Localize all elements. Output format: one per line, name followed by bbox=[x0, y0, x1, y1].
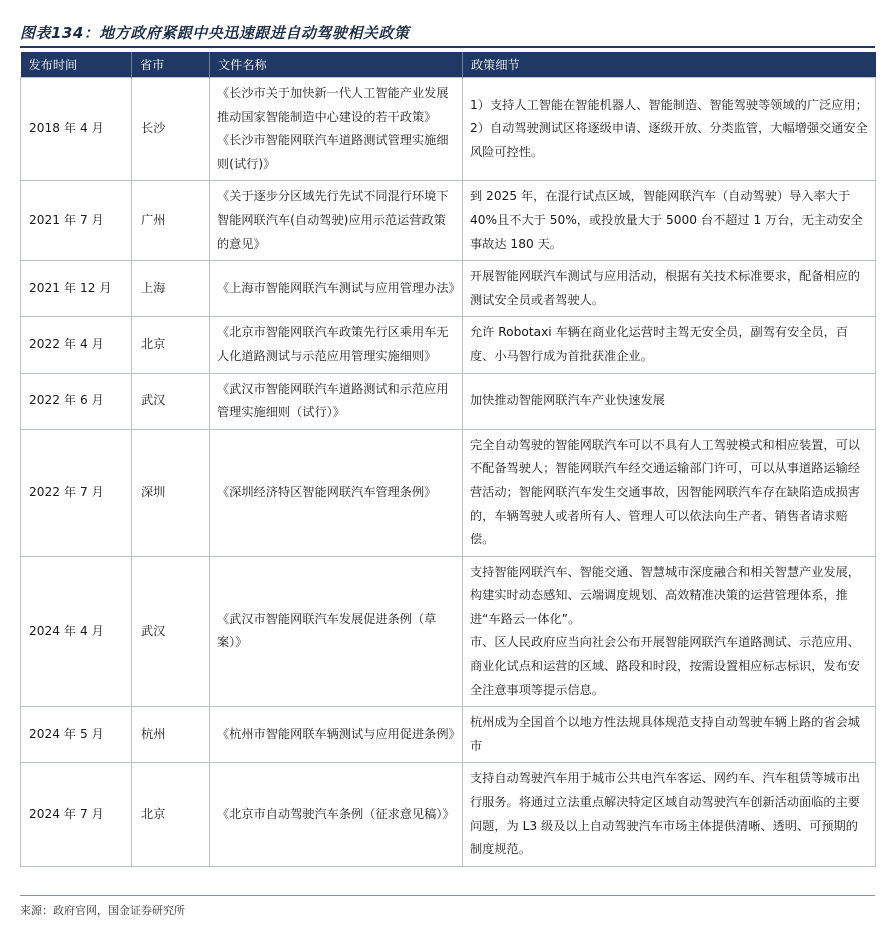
table-row bbox=[21, 373, 876, 429]
cell-city: 杭州 bbox=[132, 707, 210, 763]
table-row bbox=[21, 556, 876, 707]
document-title: 《杭州市智能网联车辆测试与应用促进条例》 bbox=[217, 727, 461, 742]
cell-document-name bbox=[210, 429, 463, 556]
policy-detail-paragraph: 支持自动驾驶汽车用于城市公共电汽车客运、网约车、汽车租赁等城市出行服务。将通过立法重点解决特定区域自动驾驶汽车创新活动面临的主要问题，为 L3 级及以上自动驾驶汽车市场主体提供清晰、透明、可预期的制度规范。 bbox=[470, 771, 860, 857]
document-title: 《北京市智能网联汽车政策先行区乘用车无人化道路测试与示范应用管理实施细则》 bbox=[217, 325, 449, 363]
policy-detail-paragraph: 市、区人民政府应当向社会公布开展智能网联汽车道路测试、示范应用、商业化试点和运营的区域、路段和时段，按需设置相应标志标识，发布安全注意事项等提示信息。 bbox=[470, 635, 860, 697]
table-row bbox=[21, 78, 876, 181]
document-title: 《关于逐步分区域先行先试不同混行环境下智能网联汽车(自动驾驶)应用示范运营政策的意见》 bbox=[217, 189, 449, 251]
cell-city: 武汉 bbox=[132, 373, 210, 429]
table-row bbox=[21, 429, 876, 556]
table-row bbox=[21, 707, 876, 763]
cell-policy-details bbox=[463, 373, 876, 429]
table-row bbox=[21, 181, 876, 261]
cell-release-date: 2024 年 4 月 bbox=[21, 556, 132, 707]
cell-document-name bbox=[210, 707, 463, 763]
table-row bbox=[21, 317, 876, 373]
header-province-city: 省市 bbox=[132, 52, 210, 78]
cell-release-date: 2022 年 4 月 bbox=[21, 317, 132, 373]
policy-detail-paragraph: 到 2025 年，在混行试点区域，智能网联汽车（自动驾驶）导入率大于 40%且不大于 50%，或投放量大于 5000 台不超过 1 万台，无主动安全事故达 180 天。 bbox=[470, 189, 863, 251]
cell-document-name bbox=[210, 261, 463, 317]
cell-policy-details bbox=[463, 78, 876, 181]
cell-policy-details bbox=[463, 261, 876, 317]
policy-detail-paragraph: 加快推动智能网联汽车产业快速发展 bbox=[470, 393, 665, 408]
header-release-date: 发布时间 bbox=[21, 52, 132, 78]
table-body bbox=[21, 78, 876, 867]
table-header-row bbox=[21, 52, 876, 78]
source-note: 来源：政府官网，国金证券研究所 bbox=[20, 904, 185, 917]
policy-table bbox=[20, 52, 876, 867]
document-title: 《深圳经济特区智能网联汽车管理条例》 bbox=[217, 484, 437, 499]
cell-release-date: 2024 年 5 月 bbox=[21, 707, 132, 763]
cell-document-name bbox=[210, 181, 463, 261]
cell-city: 上海 bbox=[132, 261, 210, 317]
cell-document-name bbox=[210, 78, 463, 181]
policy-detail-paragraph: 允许 Robotaxi 车辆在商业化运营时主驾无安全员，副驾有安全员，百度、小马智行成为首批获准企业。 bbox=[470, 325, 849, 363]
document-title: 《武汉市智能网联汽车发展促进条例（草案）》 bbox=[217, 611, 437, 650]
cell-policy-details bbox=[463, 181, 876, 261]
document-title: 《上海市智能网联汽车测试与应用管理办法》 bbox=[217, 280, 461, 295]
table-row bbox=[21, 261, 876, 317]
header-document-name: 文件名称 bbox=[210, 52, 463, 78]
header-policy-details: 政策细节 bbox=[463, 52, 876, 78]
cell-document-name bbox=[210, 373, 463, 429]
cell-release-date: 2024 年 7 月 bbox=[21, 763, 132, 866]
document-title: 《北京市自动驾驶汽车条例（征求意见稿）》 bbox=[217, 806, 455, 821]
title-divider bbox=[20, 46, 875, 48]
cell-city: 深圳 bbox=[132, 429, 210, 556]
policy-detail-paragraph: 开展智能网联汽车测试与应用活动，根据有关技术标准要求，配备相应的测试安全员或者驾驶人。 bbox=[470, 269, 860, 307]
policy-detail-paragraph: 完全自动驾驶的智能网联汽车可以不具有人工驾驶模式和相应装置，可以不配备驾驶人；智能网联汽车经交通运输部门许可，可以从事道路运输经营活动；智能网联汽车发生交通事故，因智能网联汽车存在缺陷造成损害的，车辆驾驶人或者所有人、管理人可以依法向生产者、销售者请求赔偿。 bbox=[470, 437, 860, 547]
figure-title: 图表134：地方政府紧跟中央迅速跟进自动驾驶相关政策 bbox=[20, 24, 410, 42]
cell-policy-details bbox=[463, 556, 876, 707]
document-title: 《长沙市智能网联汽车道路测试管理实施细则(试行)》 bbox=[217, 133, 449, 171]
cell-policy-details bbox=[463, 763, 876, 866]
policy-detail-paragraph: 杭州成为全国首个以地方性法规具体规范支持自动驾驶车辆上路的省会城市 bbox=[470, 715, 860, 753]
cell-release-date: 2021 年 7 月 bbox=[21, 181, 132, 261]
policy-detail-paragraph: 支持智能网联汽车、智能交通、智慧城市深度融合和相关智慧产业发展，构建实时动态感知、云端调度规划、高效精准决策的运营管理体系，推进“车路云一体化”。 bbox=[470, 564, 860, 626]
cell-release-date: 2022 年 6 月 bbox=[21, 373, 132, 429]
document-title: 《长沙市关于加快新一代人工智能产业发展推动国家智能制造中心建设的若干政策》 bbox=[217, 86, 449, 124]
cell-city: 长沙 bbox=[132, 78, 210, 181]
document-title: 《武汉市智能网联汽车道路测试和示范应用管理实施细则（试行）》 bbox=[217, 381, 449, 420]
cell-policy-details bbox=[463, 317, 876, 373]
cell-document-name bbox=[210, 556, 463, 707]
table-bottom-divider bbox=[20, 895, 875, 896]
cell-city: 广州 bbox=[132, 181, 210, 261]
cell-release-date: 2022 年 7 月 bbox=[21, 429, 132, 556]
policy-detail-paragraph: 1）支持人工智能在智能机器人、智能制造、智能驾驶等领域的广泛应用；2）自动驾驶测试区将逐级申请、逐级开放、分类监管，大幅增强交通安全风险可控性。 bbox=[470, 97, 868, 159]
cell-document-name bbox=[210, 763, 463, 866]
cell-policy-details bbox=[463, 707, 876, 763]
cell-release-date: 2018 年 4 月 bbox=[21, 78, 132, 181]
cell-policy-details bbox=[463, 429, 876, 556]
cell-release-date: 2021 年 12 月 bbox=[21, 261, 132, 317]
cell-city: 武汉 bbox=[132, 556, 210, 707]
cell-city: 北京 bbox=[132, 763, 210, 866]
table-row bbox=[21, 763, 876, 866]
cell-document-name bbox=[210, 317, 463, 373]
cell-city: 北京 bbox=[132, 317, 210, 373]
